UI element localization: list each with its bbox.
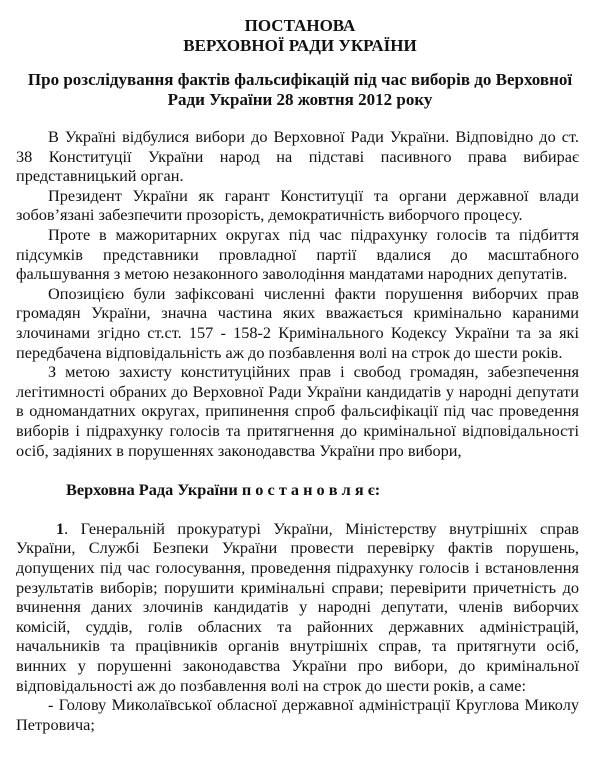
preamble-paragraph-2: Президент України як гарант Конституції та органи державної влади зобов’язані забезпечити прозорість, демократичність виборчого процесу.: [16, 185, 579, 225]
item-text: . Генеральній прокуратурі України, Міністерству внутрішніх справ України, Службі Безпеки України провести перевірку фактів порушень, допущених під час голосування, проведення підрахунку голосів і встановлення результатів виборів; порушити кримінальні справи; перевірити причетність до вчинення даних злочинів кандидатів у народні депутати, членів виборчих комісій, суддів, голів обласних та районних державних адміністрацій, начальників та працівників органів внутрішніх справ, та притягнути осіб, винних у порушенні законодавства України про вибори, до кримінальної відповідальності аж до позбавлення волі на строк до шести років, а саме:: [16, 518, 579, 695]
document-subtitle: Про розслідування фактів фальсифікацій під час виборів до Верховної Ради України 28 жовтня 2012 року: [27, 70, 573, 109]
title-line-2: ВЕРХОВНОЇ РАДИ УКРАЇНИ: [183, 35, 417, 55]
item-number: 1: [56, 518, 65, 538]
document-body: [16, 127, 579, 734]
preamble-paragraph-5: З метою захисту конституційних прав і свобод громадян, забезпечення легітимності обраних до Верховної Ради України кандидатів у народні депутати в одномандатних округах, припинення спроб фальсифікації під час проведення виборів і підрахунку голосів та притягнення до кримінальної відповідальності осіб, задіяних в порушеннях законодавства України про вибори,: [16, 362, 579, 460]
preamble-paragraph-1: В Україні відбулися вибори до Верховної Ради України. Відповідно до ст. 38 Конституції України народ на підставі пасивного права вибирає представницький орган.: [16, 127, 579, 186]
title-line-1: ПОСТАНОВА: [244, 16, 356, 35]
resolution-heading: Верховна Рада України п о с т а н о в л я є:: [66, 479, 381, 499]
preamble-paragraph-3: Проте в мажоритарних округах під час підрахунку голосів та підбиття підсумків представники провладної партії вдалися до масштабного фальшування з метою незаконного заволодіння мандатами народних депутатів.: [16, 224, 579, 284]
document-title: [0, 16, 600, 55]
resolution-item-1: [16, 519, 579, 695]
sub-item-1: - Голову Миколаївської обласної державної адміністрації Круглова Миколу Петровича;: [16, 695, 579, 734]
preamble-paragraph-4: Опозицією були зафіксовані численні факти порушення виборчих прав громадян України, значна частина яких вважається кримінально караними злочинами згідно ст.ст. 157 - 158-2 Кримінального Кодексу України та за які передбачена відповідальність аж до позбавлення волі на строк до шести років.: [16, 283, 579, 362]
